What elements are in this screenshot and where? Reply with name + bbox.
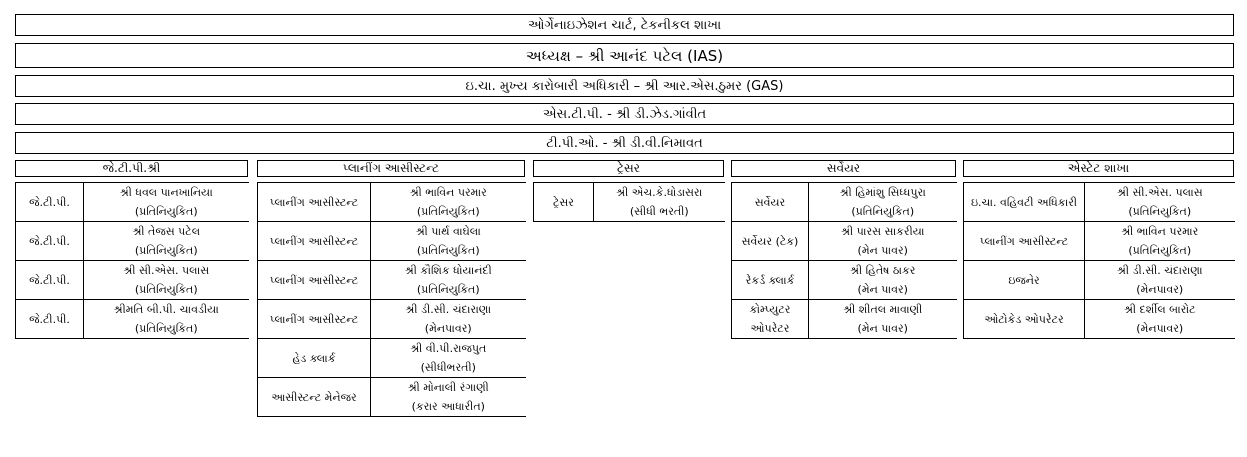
staff-status: (પ્રતિનિયુકિત) — [134, 205, 198, 218]
staff-role: જે.ટી.પી. — [16, 261, 84, 300]
section-header: પ્લાનીંગ આસીસ્ટન્ટ — [257, 160, 525, 177]
staff-cell — [1085, 261, 1235, 300]
staff-name: શ્રી સી.એસ. પલાસ — [1116, 186, 1203, 199]
chart-title: ઓર્ગેનાઇઝેશન ચાર્ટ, ટેકનીકલ શાખા — [15, 14, 1234, 36]
staff-cell — [809, 222, 957, 261]
table-row — [732, 300, 957, 339]
table-row — [964, 300, 1235, 339]
staff-name: શ્રી શીતલ માવાણી — [843, 303, 923, 316]
staff-cell — [84, 183, 249, 222]
staff-cell — [84, 222, 249, 261]
staff-status: (મેન પાવર) — [857, 283, 908, 296]
staff-name: શ્રી હિમાંશુ સિધ્ધપુરા — [839, 186, 926, 199]
staff-cell — [371, 300, 526, 339]
staff-role: પ્લાનીંગ આસીસ્ટન્ટ — [258, 222, 371, 261]
table-row — [16, 222, 249, 261]
table-row — [258, 339, 526, 378]
table-row — [732, 183, 957, 222]
staff-cell — [371, 339, 526, 378]
staff-role: જે.ટી.પી. — [16, 222, 84, 261]
table-row — [258, 183, 526, 222]
staff-status: (પ્રતિનિયુકિત) — [1128, 244, 1192, 257]
staff-name: શ્રી ભાવિન પરમાર — [1121, 225, 1199, 238]
staff-status: (સીધીભરતી) — [420, 361, 476, 374]
staff-role: ઇ.ચા. વહિવટી અધિકારી — [964, 183, 1085, 222]
staff-name: શ્રી હિતેષ ઠાકર — [850, 264, 916, 277]
staff-cell — [809, 261, 957, 300]
staff-status: (મેનપાવર) — [1136, 322, 1184, 335]
staff-status: (પ્રતિનિયુકિત) — [1128, 205, 1192, 218]
section-header: જે.ટી.પી.શ્રી — [15, 160, 248, 177]
stp-box: એસ.ટી.પી. - શ્રી ડી.ઝેડ.ગાંવીત — [15, 103, 1234, 125]
staff-name: શ્રી મોનાલી રંગાણી — [407, 381, 489, 394]
staff-status: (મેન પાવર) — [857, 322, 908, 335]
staff-name: શ્રી સી.એસ. પલાસ — [123, 264, 210, 277]
staff-role: સર્વેયર — [732, 183, 809, 222]
staff-status: (પ્રતિનિયુકિત) — [416, 283, 480, 296]
staff-cell — [371, 378, 526, 417]
staff-cell — [371, 261, 526, 300]
staff-name: શ્રી પારસ સાકરીયા — [841, 225, 925, 238]
staff-role: ટ્રેસર — [534, 183, 594, 222]
table-row — [732, 222, 957, 261]
staff-name: શ્રી એચ.કે.ધોડાસરા — [616, 186, 703, 199]
staff-name: શ્રી ડી.સી. ચંદારાણા — [1116, 264, 1203, 277]
staff-role: રેકર્ડ ક્લાર્ક — [732, 261, 809, 300]
staff-status: (મેનપાવર) — [424, 322, 472, 335]
staff-name: શ્રી ડી.સી. ચંદારાણા — [405, 303, 492, 316]
staff-status: (મેનપાવર) — [1136, 283, 1184, 296]
table-row — [964, 222, 1235, 261]
staff-name: શ્રી ધવલ પાનખાનિયા — [119, 186, 213, 199]
staff-name: શ્રી વી.પી.રાજપુત — [410, 342, 487, 355]
section-table — [963, 182, 1235, 339]
staff-status: (પ્રતિનિયુકિત) — [416, 205, 480, 218]
table-row — [16, 261, 249, 300]
staff-status: (પ્રતિનિયુકિત) — [134, 322, 198, 335]
staff-role: પ્લાનીંગ આસીસ્ટન્ટ — [258, 183, 371, 222]
table-row — [258, 378, 526, 417]
staff-cell — [809, 300, 957, 339]
staff-role: આસીસ્ટન્ટ મેનેજર — [258, 378, 371, 417]
section-header: ટ્રેસર — [533, 160, 724, 177]
staff-status: (સીધી ભરતી) — [629, 205, 689, 218]
staff-status: (પ્રતિનિયુકિત) — [134, 283, 198, 296]
section-planning-assistant — [257, 160, 525, 413]
section-surveyor — [731, 160, 956, 335]
section-header: એસ્ટેટ શાખા — [963, 160, 1234, 177]
section-table — [731, 182, 957, 339]
section-jtp — [15, 160, 248, 335]
staff-role: પ્લાનીંગ આસીસ્ટન્ટ — [964, 222, 1085, 261]
staff-status: (પ્રતિનિયુકિત) — [851, 205, 915, 218]
staff-role: જે.ટી.પી. — [16, 183, 84, 222]
section-table — [533, 182, 725, 222]
section-header: સર્વેયર — [731, 160, 956, 177]
staff-name: શ્રી ભાવિન પરમાર — [409, 186, 487, 199]
staff-cell — [1085, 222, 1235, 261]
staff-role: ઇજનેર — [964, 261, 1085, 300]
table-row — [732, 261, 957, 300]
table-row — [258, 261, 526, 300]
staff-cell — [1085, 183, 1235, 222]
staff-name: શ્રી પાર્થ વાઘેલા — [415, 225, 481, 238]
table-row — [964, 261, 1235, 300]
section-estate — [963, 160, 1234, 335]
staff-name: શ્રી તેજસ પટેલ — [132, 225, 201, 238]
staff-status: (પ્રતિનિયુકિત) — [416, 244, 480, 257]
staff-status: (પ્રતિનિયુકિત) — [134, 244, 198, 257]
table-row — [534, 183, 725, 222]
section-table — [257, 182, 526, 417]
table-row — [258, 222, 526, 261]
table-row — [258, 300, 526, 339]
staff-cell — [84, 261, 249, 300]
staff-role: પ્લાનીંગ આસીસ્ટન્ટ — [258, 300, 371, 339]
section-table — [15, 182, 249, 339]
staff-cell — [809, 183, 957, 222]
staff-cell — [371, 183, 526, 222]
staff-cell — [594, 183, 725, 222]
staff-cell — [371, 222, 526, 261]
table-row — [964, 183, 1235, 222]
staff-status: (કરાર આધારીત) — [411, 400, 485, 413]
staff-cell — [1085, 300, 1235, 339]
ceo-box: ઇ.ચા. મુખ્ય કારોબારી અધિકારી – શ્રી આર.એસ.ઠુમર (GAS) — [15, 75, 1234, 97]
section-tracer — [533, 160, 724, 218]
staff-name: શ્રી દર્શીલ બારોટ — [1123, 303, 1196, 316]
staff-name: શ્રીમતિ બી.પી. ચાવડીયા — [113, 303, 219, 316]
chairman-box: અધ્યક્ષ – શ્રી આનંદ પટેલ (IAS) — [15, 43, 1234, 68]
tpo-box: ટી.પી.ઓ. - શ્રી ડી.વી.નિમાવત — [15, 132, 1234, 154]
staff-role: પ્લાનીંગ આસીસ્ટન્ટ — [258, 261, 371, 300]
staff-cell — [84, 300, 249, 339]
table-row — [16, 300, 249, 339]
staff-name: શ્રી કૌશિક ધોયાનંદી — [404, 264, 492, 277]
staff-status: (મેન પાવર) — [857, 244, 908, 257]
table-row — [16, 183, 249, 222]
staff-role: જે.ટી.પી. — [16, 300, 84, 339]
staff-role: ઓટોકેડ ઓપરેટર — [964, 300, 1085, 339]
staff-role: સર્વેયર (ટેક) — [732, 222, 809, 261]
staff-role: કોમ્પ્યુટર ઓપરેટર — [732, 300, 809, 339]
staff-role: હેડ ક્લાર્ક — [258, 339, 371, 378]
